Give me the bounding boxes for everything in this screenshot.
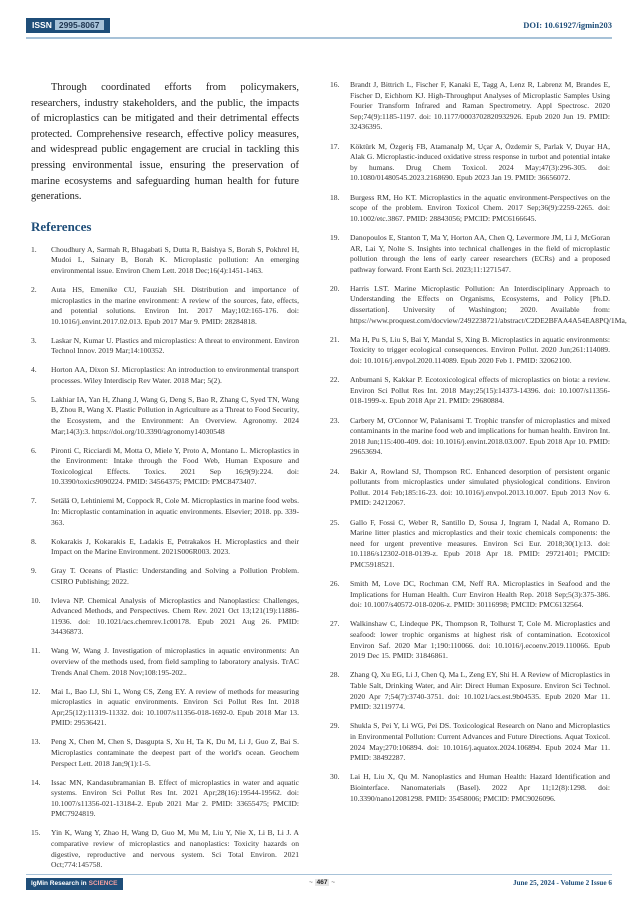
reference-number: 8. — [31, 536, 37, 546]
reference-item — [31, 778, 299, 820]
issn-badge — [26, 18, 110, 33]
reference-number: 4. — [31, 365, 37, 375]
reference-text: Harris LST. Marine Microplastic Pollution: An Interdisciplinary Approach to Understanding the Effects on Organisms, Ecosystems, and Policy [Ph.D. dissertation]. University of Washington; 2020. Available from: https://www.proquest.com/docview/2492238721/abstract/C2DE2BFAA4A54EA8PQ/1Ma, — [350, 283, 627, 325]
reference-item — [330, 233, 610, 275]
doi-link[interactable]: DOI: 10.61927/igmin203 — [523, 20, 612, 30]
reference-number: 10. — [31, 595, 41, 605]
reference-number: 28. — [330, 670, 340, 680]
reference-number: 9. — [31, 566, 37, 576]
intro-paragraph: Through coordinated efforts from policymakers, researchers, industry stakeholders, and the public, the impacts of microplastics can be mitigated and their detrimental effects protected. Comprehensive research, effective policy measures, and widespread public engagement are crucial in tackling this pressing environmental issue, ensuring the preservation of marine ecosystems and safeguarding human health for future generations. — [31, 82, 299, 203]
brand-accent: SCIENCE — [88, 880, 118, 887]
reference-text: Gallo F, Fossi C, Weber R, Santillo D, Sousa J, Ingram I, Nadal A, Romano D. Marine litter plastics and microplastics and their toxic chemicals components: the need for urgent preventive measures. Environ Sci Eur. 2018;30(1):13. doi: 10.1186/s12302-018-0139-z. Epub 2018 Apr 18. PMID: 29721401; PMCID: PMC5918521. — [350, 517, 610, 569]
reference-text: Issac MN, Kandasubramanian B. Effect of microplastics in water and aquatic systems. Environ Sci Pollut Res Int. 2021 Apr;28(16):19544-19562. doi: 10.1007/s11356-021-13184-2. Epub 2021 Mar 2. PMID: 33655475; PMCID: PMC7924819. — [51, 777, 299, 819]
reference-text: Pironti C, Ricciardi M, Motta O, Miele Y, Proto A, Montano L. Microplastics in the Environment: Intake through the Food Web, Human Exposure and Toxicological Effects. Toxics. 2021 Sep 16;9(9):224. doi: 10.3390/toxics9090224. PMID: 34564375; PMCID: PMC8473407. — [51, 445, 299, 487]
reference-item — [31, 496, 299, 528]
reference-number: 7. — [31, 496, 37, 506]
reference-number: 29. — [330, 721, 340, 731]
reference-text: Smith M, Love DC, Rochman CM, Neff RA. Microplastics in Seafood and the Implications for Human Health. Curr Environ Health Rep. 2018 Sep;5(3):375-386. doi: 10.1007/s40572-018-0206-z. PMID: 30116998; PMCID: PMC6132564. — [350, 579, 610, 610]
reference-number: 16. — [330, 80, 340, 89]
issn-number: 2995-8067 — [55, 20, 104, 30]
references-heading: References — [31, 218, 92, 234]
reference-number: 19. — [330, 232, 340, 242]
reference-number: 30. — [330, 772, 340, 782]
reference-number: 27. — [330, 619, 340, 629]
reference-list-left — [31, 245, 299, 871]
reference-number: 2. — [31, 284, 37, 294]
reference-number: 22. — [330, 375, 340, 385]
reference-item — [31, 646, 299, 678]
reference-text: Lai H, Liu X, Qu M. Nanoplastics and Human Health: Hazard Identification and Biointerface. Nanomaterials (Basel). 2022 Apr 11;12(8):1298. doi: 10.3390/nano12081298. PMID: 35458006; PMCID: PMC9026096. — [350, 772, 610, 803]
reference-text: Auta HS, Emenike CU, Fauziah SH. Distribution and importance of microplastics in the marine environment: A review of the sources, fate, effects, and potential solutions. Environ Int. 2017 May;102:165-176. doi: 10.1016/j.envint.2017.02.013. Epub 2017 Mar 9. PMID: 28284818. — [51, 284, 299, 326]
reference-text: Carbery M, O'Connor W, Palanisami T. Trophic transfer of microplastics and mixed contaminants in the marine food web and implications for human health. Environ Int. 2018 Jun;115:400-409. doi: 10.1016/j.envint.2018.03.007. Epub 2018 Apr 10. PMID: 29653694. — [350, 415, 611, 457]
reference-text: Horton AA, Dixon SJ. Microplastics: An introduction to environmental transport processes. Wiley Interdiscip Rev Water. 2018 Mar; 5(2). — [51, 365, 299, 385]
reference-text: Zhang Q, Xu EG, Li J, Chen Q, Ma L, Zeng EY, Shi H. A Review of Microplastics in Table Salt, Drinking Water, and Air: Direct Human Exposure. Environ Sci Technol. 2020 Apr 7;54(7):3740-3751. doi: 10.1021/acs.est.9b04535. Epub 2020 Mar 11. PMID: 32119774. — [350, 670, 610, 712]
reference-number: 23. — [330, 415, 340, 425]
issue-date: June 25, 2024 - Volume 2 Issue 6 — [512, 879, 612, 887]
reference-item — [31, 566, 299, 587]
reference-item — [330, 375, 610, 407]
reference-text: Walkinshaw C, Lindeque PK, Thompson R, Tolhurst T, Cole M. Microplastics and seafood: lower trophic organisms at highest risk of contamination. Ecotoxicol Environ Saf. 2020 Mar 1;190:110066. doi: 10.1016/j.ecoenv.2019.110066. Epub 2019 Dec 15. PMID: 31846861. — [350, 619, 610, 661]
reference-item — [330, 670, 610, 712]
reference-text: Kokarakis J, Kokarakis E, Ladakis E, Petrakakos H. Microplastics and their Impact on the Marine Environment. 2021S006R003. 2023. — [51, 536, 299, 557]
reference-text: Peng X, Chen M, Chen S, Dasgupta S, Xu H, Ta K, Du M, Li J, Guo Z, Bai S. Microplastics contaminate the deepest part of the world's ocean. Geochem Perspect Lett. 2018 Jan;9(1):1-5. — [51, 737, 299, 768]
reference-text: Choudhury A, Sarmah R, Bhagabati S, Dutta R, Baishya S, Borah S, Pokhrel H, Mudoi L, Sainary B, Borah K. Microplastic pollution: An emerging environmental issue. Environ Chem Lett. 2018 Dec;16(4):1451-1463. — [51, 244, 299, 275]
reference-item — [330, 142, 610, 184]
reference-text: Shukla S, Pei Y, Li WG, Pei DS. Toxicological Research on Nano and Microplastics in Environmental Pollution: Current Advances and Future Directions. Aquat Toxicol. 2024 May;270:106894. doi: 10.1016/j.aquatox.2024.106894. Epub 2024 Mar 11. PMID: 38492287. — [350, 721, 610, 763]
reference-item — [31, 446, 299, 488]
reference-number: 5. — [31, 394, 37, 404]
reference-item — [31, 245, 299, 277]
reference-number: 26. — [330, 579, 340, 589]
reference-item — [330, 518, 610, 571]
reference-item — [31, 365, 299, 386]
reference-item — [330, 619, 610, 661]
header-divider — [26, 37, 612, 39]
reference-text: Bakir A, Rowland SJ, Thompson RC. Enhanced desorption of persistent organic pollutants from microplastics under simulated physiological conditions. Environ Pollut. 2014 Feb;185:16-23. doi: 10.1016/j.envpol.2013.10.007. Epub 2013 Nov 6. PMID: 24212067. — [350, 466, 610, 508]
reference-text: Lakhiar IA, Yan H, Zhang J, Wang G, Deng S, Bao R, Zhang C, Syed TN, Wang B, Zhou R, Wang X. Plastic Pollution in Agriculture as a Threat to Food Security, the Ecosystem, and the Environment: An Overview. Agronomy. 2024 Mar;14(3):3. https://doi.org/10.3390/agronomy14030548 — [51, 394, 299, 436]
reference-number: 20. — [330, 283, 340, 293]
reference-text: Yin K, Wang Y, Zhao H, Wang D, Guo M, Mu M, Liu Y, Nie X, Li B, Li J. A comparative review of microplastics and nanoplastics: Toxicity hazards on digestive, reproductive and nervous system. Sci Total Environ. 2021 Oct;774:145758. — [51, 828, 299, 870]
reference-list-right — [330, 80, 627, 804]
page-number: ~ 467 ~ — [309, 879, 336, 886]
reference-item — [330, 283, 627, 326]
reference-number: 14. — [31, 777, 41, 787]
brand-name: IgMin Research in — [31, 880, 87, 887]
reference-text: Setälä O, Lehtiniemi M, Coppock R, Cole M. Microplastics in marine food webs. In: Microplastic contamination in aquatic environments. Elsevier; 2018. pp. 339-363. — [51, 496, 299, 527]
reference-number: 13. — [31, 737, 41, 747]
reference-text: Laskar N, Kumar U. Plastics and microplastics: A threat to environment. Environ Technol Innov. 2019 Mar;14:100352. — [51, 335, 299, 356]
reference-item — [330, 579, 610, 611]
reference-number: 24. — [330, 466, 340, 476]
reference-item — [31, 395, 299, 437]
reference-number: 18. — [330, 192, 340, 202]
reference-item — [330, 193, 610, 225]
reference-item — [31, 285, 299, 327]
reference-item — [330, 721, 610, 763]
reference-text: Ivleva NP. Chemical Analysis of Microplastics and Nanoplastics: Challenges, Advanced Methods, and Perspectives. Chem Rev. 2021 Oct 13;121(19):11886-11936. doi: 10.1021/acs.chemrev.1c00178. Epub 2021 Aug 26. PMID: 34436873. — [51, 595, 299, 637]
reference-item — [31, 596, 299, 638]
page-footer — [0, 878, 638, 894]
footer-divider — [26, 874, 612, 875]
reference-number: 17. — [330, 141, 340, 151]
reference-text: Mai L, Bao LJ, Shi L, Wong CS, Zeng EY. A review of methods for measuring microplastics in aquatic environments. Environ Sci Pollut Res Int. 2018 Apr;25(12):11319-11332. doi: 10.1007/s11356-018-1692-0. Epub 2018 Mar 13. PMID: 29536421. — [51, 686, 299, 728]
reference-number: 12. — [31, 686, 41, 696]
journal-brand — [26, 878, 123, 890]
reference-number: 11. — [31, 646, 41, 656]
reference-text: Danopoulos E, Stanton T, Ma Y, Horton AA, Chen Q, Levermore JM, Li J, McGoran AR, Lai Y, Nolte S. Insights into technical challenges in the field of microplastic pollution through the lens of early career researchers (ECRs) and a proposed pathway forward. Front Earth Sci. 2023;11:1271547. — [350, 232, 610, 274]
reference-item — [31, 687, 299, 729]
reference-text: Wang W, Wang J. Investigation of microplastics in aquatic environments: An overview of the methods used, from field sampling to laboratory analysis. TrAC Trends Anal Chem. 2018 Nov;108:195-202.. — [51, 646, 299, 677]
reference-text: Gray T. Oceans of Plastic: Understanding and Solving a Pollution Problem. CSIRO Publishing; 2022. — [51, 566, 299, 586]
reference-item — [31, 828, 299, 870]
reference-number: 6. — [31, 445, 37, 455]
reference-item — [31, 537, 299, 558]
reference-text: Brandt J, Bittrich L, Fischer F, Kanaki E, Tagg A, Lenz R, Labrenz M, Brandes E, Fischer D, Eichhorn KJ. High-Throughput Analyses of Microplastic Samples Using Fourier Transform Infrared and Raman Spectrometry. Appl Spectrosc. 2020 Sep;74(9):1185-1197. doi: 10.1177/0003702820932926. Epub 2020 Jun 19. PMID: 32436395. — [350, 80, 610, 132]
reference-item — [330, 80, 610, 133]
reference-number: 25. — [330, 517, 340, 527]
reference-item — [330, 416, 610, 458]
reference-number: 21. — [330, 334, 340, 344]
reference-text: Ma H, Pu S, Liu S, Bai Y, Mandal S, Xing B. Microplastics in aquatic environments: Toxicity to trigger ecological consequences. Environ Pollut. 2020 Jun;261:114089. doi: 10.1016/j.envpol.2020.114089. Epub 2020 Feb 1. PMID: 32062100. — [350, 334, 610, 366]
right-column — [330, 80, 627, 813]
issn-label: ISSN — [32, 20, 52, 30]
reference-text: Köktürk M, Özgeriş FB, Atamanalp M, Uçar A, Özdemir S, Parlak V, Duyar HA, Alak G. Microplastic-induced oxidative stress response in turbot and potential intake by humans. Drug Chem Toxicol. 2024 May;47(3):296-305. doi: 10.1080/01480545.2023.2168690. Epub 2023 Jan 19. PMID: 36656072. — [350, 141, 610, 183]
reference-item — [330, 335, 610, 367]
reference-text: Anbumani S, Kakkar P. Ecotoxicological effects of microplastics on biota: a review. Environ Sci Pollut Res Int. 2018 May;25(15):14373-14396. doi: 10.1007/s11356-018-1999-x. Epub 2018 Apr 21. PMID: 29680884. — [350, 375, 610, 406]
reference-item — [330, 467, 610, 509]
page-number-value: 467 — [316, 879, 328, 886]
reference-number: 1. — [31, 244, 37, 254]
reference-item — [31, 336, 299, 357]
reference-number: 15. — [31, 828, 41, 838]
reference-item — [31, 737, 299, 769]
reference-text: Burgess RM, Ho KT. Microplastics in the aquatic environment-Perspectives on the scope of the problem. Environ Toxicol Chem. 2017 Sep;36(9):2259-2265. doi: 10.1002/etc.3867. PMID: 28843056; PMCID: PMC6166645. — [350, 192, 610, 223]
left-column — [31, 80, 299, 879]
reference-item — [330, 772, 610, 804]
reference-number: 3. — [31, 335, 37, 345]
